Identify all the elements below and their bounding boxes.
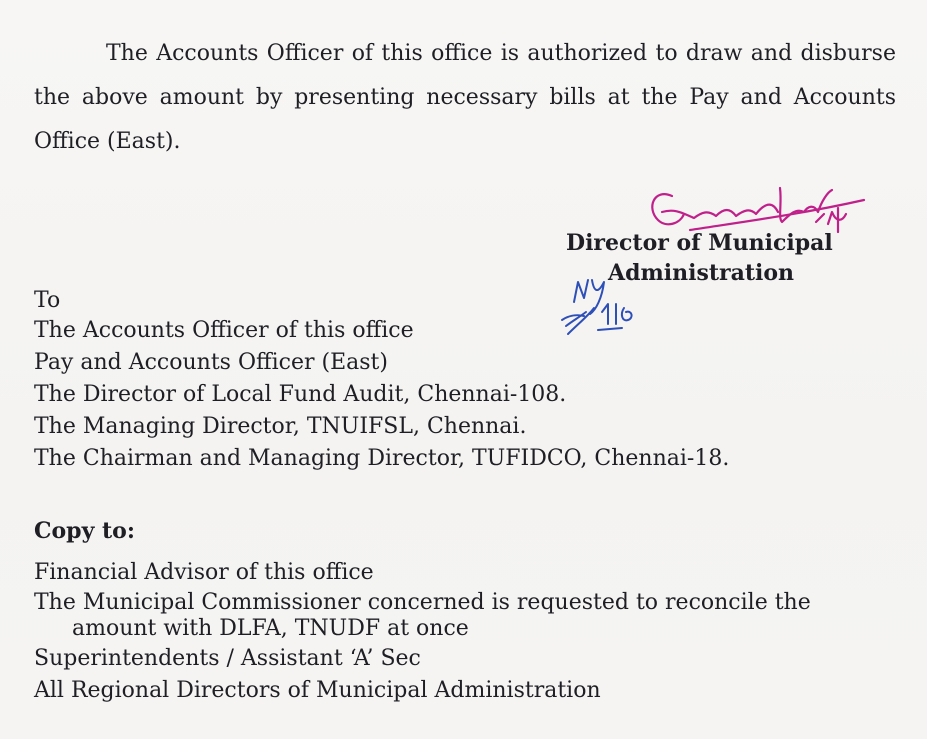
signatory-designation-line1: Director of Municipal — [566, 230, 833, 256]
signatory-designation-line2: Administration — [608, 260, 795, 286]
recipient-item: The Managing Director, TNUIFSL, Chennai. — [34, 414, 527, 439]
copy-to-item-continuation: amount with DLFA, TNUDF at once — [72, 616, 469, 641]
to-label: To — [34, 288, 61, 313]
body-paragraph — [34, 32, 896, 164]
copy-to-item: Superintendents / Assistant ‘A’ Sec — [34, 646, 421, 671]
copy-to-list — [34, 560, 811, 704]
recipient-item: The Director of Local Fund Audit, Chennai-108. — [34, 382, 567, 407]
recipient-item: Pay and Accounts Officer (East) — [34, 350, 388, 375]
copy-to-item-line: The Municipal Commissioner concerned is requested to reconcile the — [34, 590, 811, 615]
copy-to-item — [34, 590, 811, 642]
copy-to-item: Financial Advisor of this office — [34, 560, 374, 585]
recipient-item: The Accounts Officer of this office — [34, 318, 414, 343]
copy-to-label: Copy to: — [34, 518, 135, 544]
recipient-item: The Chairman and Managing Director, TUFIDCO, Chennai-18. — [34, 446, 730, 471]
recipient-list — [34, 318, 729, 478]
copy-to-item: All Regional Directors of Municipal Administration — [34, 678, 601, 703]
body-paragraph-text: The Accounts Officer of this office is authorized to draw and disburse the above amount by presenting necessary bills at the Pay and Accounts Office (East). — [34, 41, 896, 154]
